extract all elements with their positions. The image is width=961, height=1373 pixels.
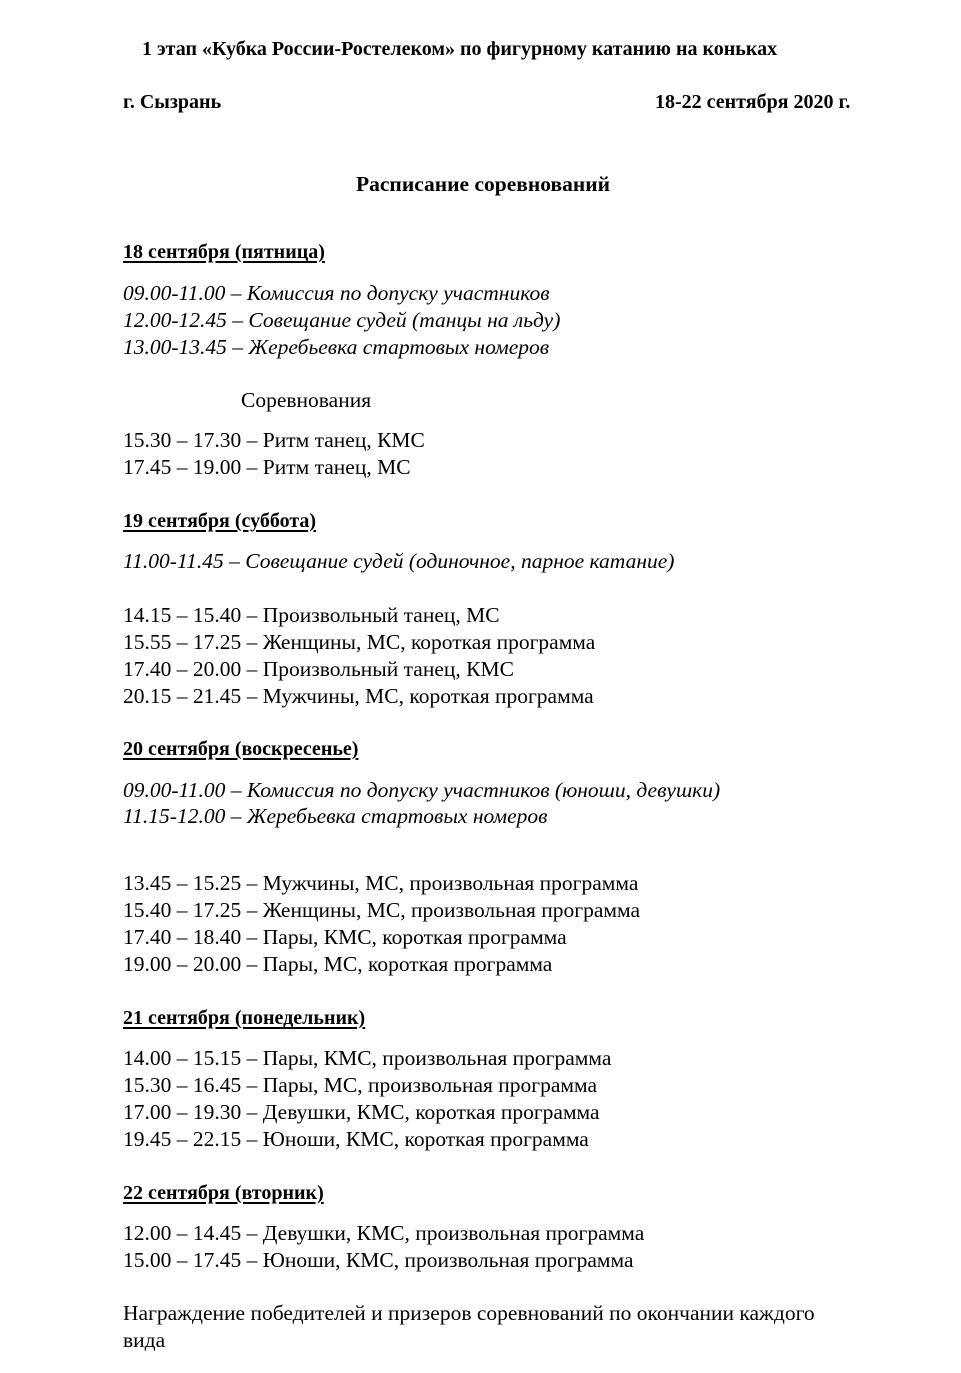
admin-item: 12.00-12.45 – Совещание судей (танцы на льду): [123, 308, 561, 332]
event-item: 19.00 – 20.00 – Пары, МС, короткая программа: [123, 952, 553, 976]
day-heading-20: 20 сентября (воскресенье): [123, 738, 359, 760]
event-item: 20.15 – 21.45 – Мужчины, МС, короткая программа: [123, 684, 594, 708]
event-item: 13.45 – 15.25 – Мужчины, МС, произвольная программа: [123, 871, 639, 895]
footer-note-line1: Награждение победителей и призеров соревнований по окончании каждого: [123, 1301, 815, 1325]
footer-note-line2: вида: [123, 1328, 166, 1352]
admin-item: 11.15-12.00 – Жеребьевка стартовых номеров: [123, 804, 548, 828]
day-heading-18: 18 сентября (пятница): [123, 241, 325, 263]
event-item: 12.00 – 14.45 – Девушки, КМС, произвольная программа: [123, 1221, 645, 1245]
admin-item: 09.00-11.00 – Комиссия по допуску участников: [123, 281, 550, 305]
event-item: 17.40 – 18.40 – Пары, КМС, короткая программа: [123, 925, 567, 949]
event-item: 19.45 – 22.15 – Юноши, КМС, короткая программа: [123, 1127, 589, 1151]
event-item: 14.15 – 15.40 – Произвольный танец, МС: [123, 603, 500, 627]
city: г. Сызрань: [123, 91, 222, 113]
page-title: Расписание соревнований: [356, 172, 610, 196]
event-item: 14.00 – 15.15 – Пары, КМС, произвольная программа: [123, 1046, 612, 1070]
event-item: 17.45 – 19.00 – Ритм танец, МС: [123, 455, 411, 479]
event-item: 15.30 – 17.30 – Ритм танец, КМС: [123, 428, 425, 452]
event-item: 17.40 – 20.00 – Произвольный танец, КМС: [123, 657, 514, 681]
day-heading-19: 19 сентября (суббота): [123, 510, 317, 532]
event-item: 17.00 – 19.30 – Девушки, КМС, короткая программа: [123, 1100, 600, 1124]
event-item: 15.00 – 17.45 – Юноши, КМС, произвольная программа: [123, 1248, 634, 1272]
event-item: 15.40 – 17.25 – Женщины, МС, произвольная программа: [123, 898, 640, 922]
admin-item: 09.00-11.00 – Комиссия по допуску участников (юноши, девушки): [123, 778, 721, 802]
event-dates: 18-22 сентября 2020 г.: [655, 91, 851, 113]
competitions-subheading: Соревнования: [241, 388, 372, 412]
admin-item: 11.00-11.45 – Совещание судей (одиночное, парное катание): [123, 549, 675, 573]
event-item: 15.30 – 16.45 – Пары, МС, произвольная программа: [123, 1073, 598, 1097]
day-heading-22: 22 сентября (вторник): [123, 1182, 324, 1204]
event-title: 1 этап «Кубка России-Ростелеком» по фигурному катанию на коньках: [142, 38, 778, 60]
event-item: 15.55 – 17.25 – Женщины, МС, короткая программа: [123, 630, 596, 654]
admin-item: 13.00-13.45 – Жеребьевка стартовых номеров: [123, 335, 550, 359]
day-heading-21: 21 сентября (понедельник): [123, 1007, 366, 1029]
